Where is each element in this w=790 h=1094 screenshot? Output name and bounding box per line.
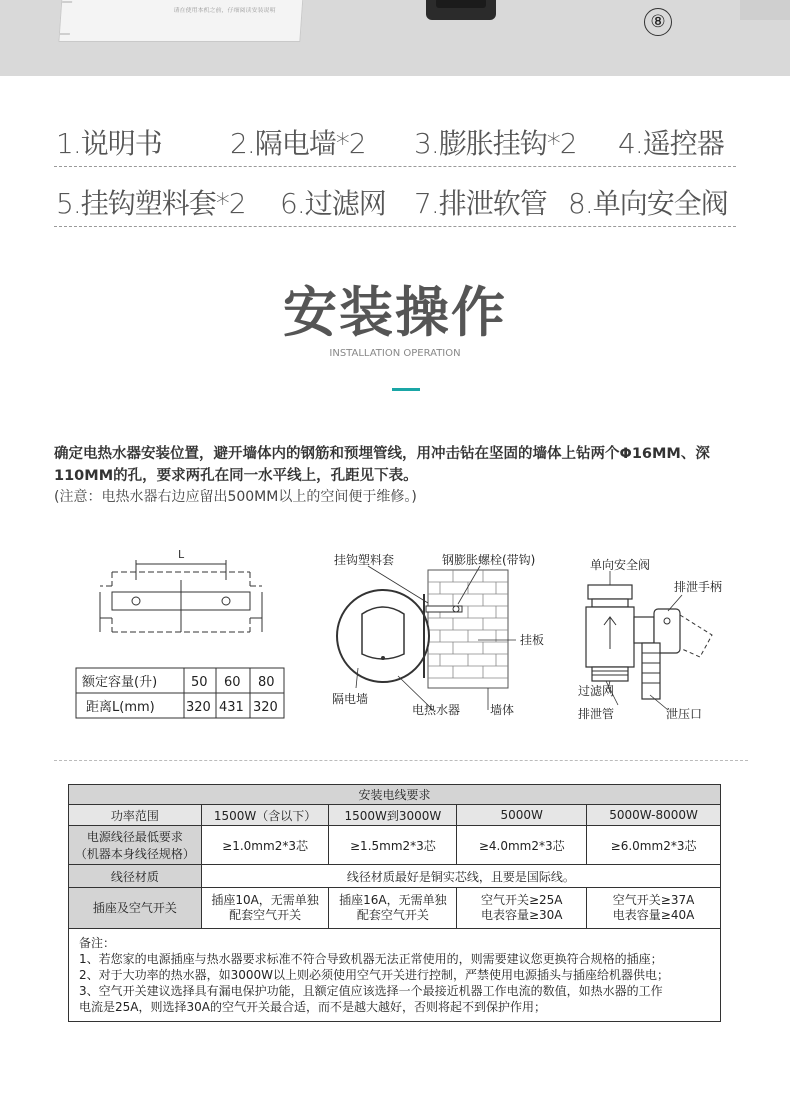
table-cell: 线径材质最好是铜实芯线，且要是国际线。	[201, 865, 720, 888]
table-cell: ≥6.0mm2*3芯	[587, 826, 721, 865]
install-note: (注意：电热水器右边应留出500MM以上的空间便于维修。)	[54, 489, 417, 505]
label-handle: 排泄手柄	[674, 580, 723, 594]
table-row	[69, 929, 721, 1022]
label-wall: 墙体	[490, 703, 515, 717]
section-title: 安装操作	[283, 281, 507, 344]
table-cell: ≥1.5mm2*3芯	[329, 826, 457, 865]
label-relief: 泄压口	[666, 707, 703, 721]
row-label-line: （机器本身线径规格）	[74, 847, 195, 861]
table-cell: 5000W-8000W	[587, 805, 721, 826]
capacity-value: 50	[191, 675, 208, 690]
distance-value: 320	[253, 700, 278, 715]
capacity-value: 60	[224, 675, 241, 690]
remote-image	[426, 0, 496, 20]
row-label: 线径材质	[69, 865, 202, 888]
capacity-value: 80	[258, 675, 275, 690]
table-row	[69, 826, 721, 865]
label-heater: 电热水器	[412, 703, 461, 717]
dimension-label: L	[178, 548, 185, 561]
accessory-row-1	[54, 122, 736, 167]
table-cell	[457, 888, 587, 929]
label-drain: 排泄管	[578, 707, 615, 721]
section-accent-bar	[392, 388, 420, 391]
label-sleeve: 挂钩塑料套	[334, 553, 395, 567]
table-cell	[201, 888, 329, 929]
accessories-photo	[0, 0, 790, 76]
note-line: 备注：	[79, 936, 116, 950]
cell-line: 电表容量≥40A	[612, 908, 695, 922]
mounting-diagram	[328, 548, 560, 726]
table-row	[69, 865, 721, 888]
row-label	[69, 826, 202, 865]
distance-value: 431	[219, 700, 244, 715]
section-divider	[54, 760, 748, 761]
cell-line: 空气开关≥37A	[612, 893, 695, 907]
note-line: 2、对于大功率的热水器，如3000W以上则必须使用空气开关进行控制，严禁使用电源插头与插座给机器供电；	[79, 968, 670, 982]
label-plate: 挂板	[520, 633, 545, 647]
accessory-item: 4.遥控器	[618, 127, 724, 160]
label-valve: 单向安全阀	[590, 558, 651, 572]
capacity-label: 额定容量(升)	[82, 675, 158, 690]
distance-value: 320	[186, 700, 211, 715]
row-label-line: 电源线径最低要求	[86, 830, 183, 844]
wiring-requirements-table	[68, 784, 721, 1022]
label-filter: 过滤网	[578, 684, 615, 698]
note-line: 电流是25A，则选择30A的空气开关最合适，而不是越大越好，否则将起不到保护作用；	[79, 1000, 546, 1014]
cell-line: 配套空气开关	[356, 908, 429, 922]
note-line: 1、若您家的电源插座与热水器要求标准不符合导致机器无法正常使用的，则需要建议您更换符合规格的插座；	[79, 952, 663, 966]
note-line: 3、空气开关建议选择具有漏电保护功能，且额定值应该选择一个最接近机器工作电流的数值，如热水器的工作	[79, 984, 663, 998]
manual-image	[58, 0, 303, 42]
label-bolt: 钢膨胀螺栓(带钩)	[442, 553, 536, 567]
valve-image	[740, 0, 790, 20]
accessory-item: 7.排泄软管	[414, 187, 547, 220]
cell-line: 空气开关≥25A	[480, 893, 563, 907]
section-subtitle: INSTALLATION OPERATION	[329, 348, 461, 359]
install-instruction: 确定电热水器安装位置，避开墙体内的钢筋和预埋管线，用冲击钻在坚固的墙体上钻两个Φ16MM、深110MM的孔，要求两孔在同一水平线上，孔距见下表。	[54, 446, 710, 484]
accessory-item: 1.说明书	[56, 127, 162, 160]
accessory-row-2	[54, 182, 736, 227]
distance-label: 距离L(mm)	[86, 700, 155, 715]
table-row	[69, 888, 721, 929]
table-cell	[329, 888, 457, 929]
table-cell: 5000W	[457, 805, 587, 826]
table-cell: ≥1.0mm2*3芯	[201, 826, 329, 865]
table-cell	[587, 888, 721, 929]
label-insulator: 隔电墙	[332, 692, 369, 706]
table-cell: ≥4.0mm2*3芯	[457, 826, 587, 865]
cell-line: 插座10A，无需单独	[211, 893, 319, 907]
cell-line: 电表容量≥30A	[480, 908, 563, 922]
accessory-item: 5.挂钩塑料套*2	[56, 187, 246, 220]
accessory-item: 6.过滤网	[280, 187, 386, 220]
table-cell: 1500W到3000W	[329, 805, 457, 826]
table-title: 安装电线要求	[69, 785, 721, 805]
accessory-item: 8.单向安全阀	[568, 187, 728, 220]
bracket-diagram	[70, 540, 290, 725]
accessory-item: 2.隔电墙*2	[230, 127, 366, 160]
row-label: 插座及空气开关	[69, 888, 202, 929]
cell-line: 插座16A，无需单独	[339, 893, 447, 907]
manual-note: 请在使用本机之前，仔细阅读安装说明	[173, 7, 276, 14]
item-8-marker: ⑧	[644, 8, 672, 36]
cell-line: 配套空气开关	[229, 908, 302, 922]
row-label: 功率范围	[69, 805, 202, 826]
table-cell: 1500W（含以下）	[201, 805, 329, 826]
table-row	[69, 805, 721, 826]
valve-diagram	[570, 555, 736, 727]
notes-cell	[69, 929, 721, 1022]
accessory-item: 3.膨胀挂钩*2	[414, 127, 577, 160]
